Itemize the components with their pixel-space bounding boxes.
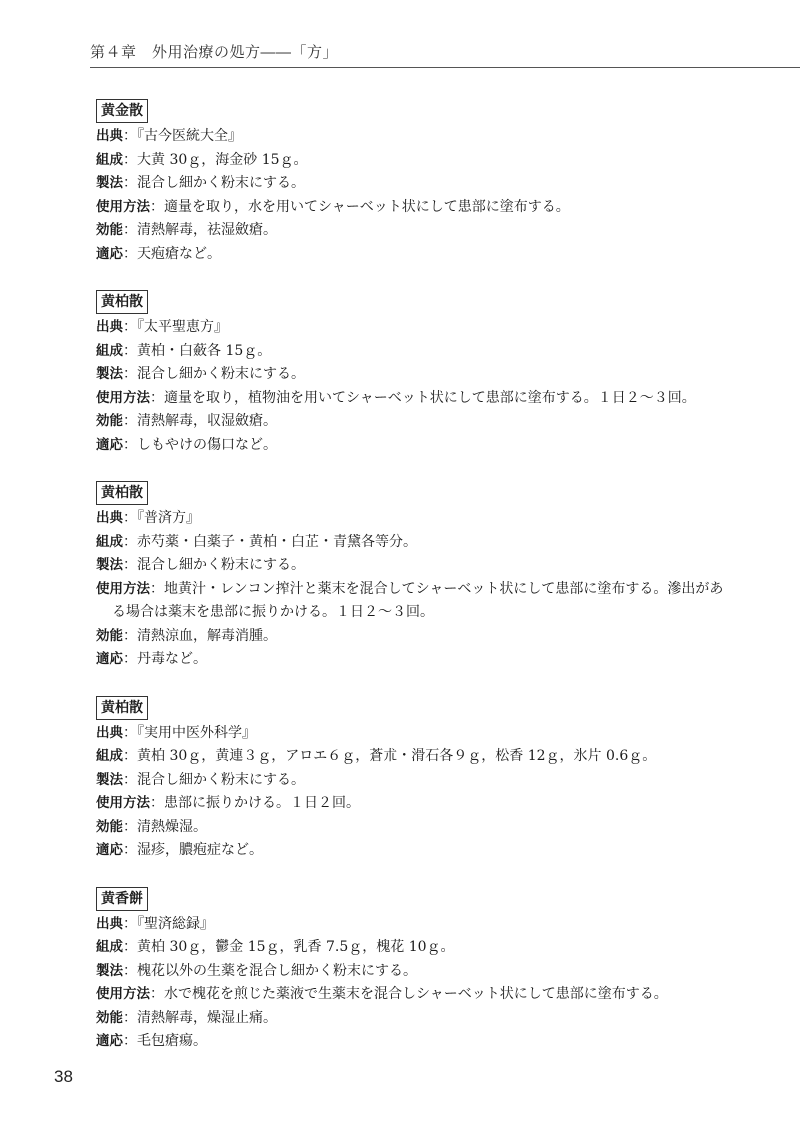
field-value: 『古今医統大全』 <box>137 128 242 144</box>
field-label: 出典 <box>96 510 123 526</box>
field-source: 出典：『普済方』 <box>96 510 200 526</box>
field-usage: 使用方法：患部に振りかける。１日２回。 <box>96 795 360 811</box>
field-usage: 使用方法：地黄汁・レンコン搾汁と薬末を混合してシャーベット状にして患部に塗布する。滲出がある場合は薬末を患部に振りかける。１日２～３回。 <box>96 580 724 620</box>
field-preparation: 製法：槐花以外の生薬を混合し細かく粉末にする。 <box>96 962 417 979</box>
prescription-entry <box>96 290 736 457</box>
field-composition: 組成：黄柏 30ｇ，黄連３ｇ，アロエ６ｇ，蒼朮・滑石各９ｇ，松香 12ｇ，氷片 0.6ｇ。 <box>96 748 657 764</box>
field-effect: 効能：清熱解毒，燥湿止痛。 <box>96 1009 277 1026</box>
field-indication: 適応：天疱瘡など。 <box>96 245 221 262</box>
running-header: 第４章 外用治療の処方――「方」 <box>90 43 339 61</box>
field-value: 混合し細かく粉末にする。 <box>137 366 305 382</box>
field-indication: 適応：丹毒など。 <box>96 651 207 667</box>
field-effect: 効能：清熱燥湿。 <box>96 818 207 835</box>
field-label: 出典 <box>96 128 123 144</box>
field-source: 出典：『太平聖恵方』 <box>96 319 228 335</box>
field-label: 出典 <box>96 319 123 335</box>
field-effect: 効能：清熱涼血，解毒消腫。 <box>96 627 277 644</box>
field-value: 黄柏 30ｇ，鬱金 15ｇ，乳香 7.5ｇ，槐花 10ｇ。 <box>137 939 455 955</box>
field-value: 『太平聖恵方』 <box>137 319 228 335</box>
prescription-entry <box>96 99 736 266</box>
field-label: 使用方法 <box>96 986 150 1002</box>
field-value: 清熱解毒，収湿斂瘡。 <box>137 413 277 429</box>
field-value: 適量を取り，植物油を用いてシャーベット状にして患部に塗布する。１日２～３回。 <box>164 389 696 406</box>
field-label: 製法 <box>96 771 123 788</box>
prescription-entry <box>96 887 736 1054</box>
field-value: 湿疹，膿疱症など。 <box>137 842 263 858</box>
field-value: 天疱瘡など。 <box>137 245 221 262</box>
field-value: 丹毒など。 <box>137 651 207 667</box>
field-label: 使用方法 <box>96 389 150 406</box>
field-label: 使用方法 <box>96 198 150 215</box>
field-preparation: 製法：混合し細かく粉末にする。 <box>96 366 305 382</box>
header-rule <box>90 67 800 68</box>
entry-title: 黄柏散 <box>96 481 148 505</box>
field-value: 『聖済総録』 <box>137 915 214 932</box>
field-label: 組成 <box>96 533 123 550</box>
field-label: 効能 <box>96 1009 123 1026</box>
field-label: 適応 <box>96 1033 123 1049</box>
field-effect: 効能：清熱解毒，祛湿斂瘡。 <box>96 222 277 238</box>
field-usage: 使用方法：水で槐花を煎じた薬液で生薬末を混合しシャーベット状にして患部に塗布する。 <box>96 986 668 1002</box>
field-label: 組成 <box>96 342 123 359</box>
entry-title: 黄香餅 <box>96 887 148 911</box>
field-value: 赤芍薬・白薬子・黄柏・白芷・青黛各等分。 <box>137 533 417 550</box>
prescription-entry <box>96 481 736 672</box>
field-value: 清熱燥湿。 <box>137 818 207 835</box>
page-number: 38 <box>54 1067 73 1086</box>
field-label: 製法 <box>96 366 123 382</box>
field-preparation: 製法：混合し細かく粉末にする。 <box>96 557 305 573</box>
field-label: 使用方法 <box>96 580 150 597</box>
field-composition: 組成：赤芍薬・白薬子・黄柏・白芷・青黛各等分。 <box>96 533 417 550</box>
field-value: 『普済方』 <box>137 510 200 526</box>
field-usage: 使用方法：適量を取り，水を用いてシャーベット状にして患部に塗布する。 <box>96 198 570 215</box>
field-value: 毛包瘡瘍。 <box>137 1033 207 1049</box>
field-indication: 適応：毛包瘡瘍。 <box>96 1033 207 1049</box>
field-preparation: 製法：混合し細かく粉末にする。 <box>96 771 305 788</box>
field-value: 地黄汁・レンコン搾汁と薬末を混合してシャーベット状にして患部に塗布する。滲出がある場合は薬末を患部に振りかける。１日２～３回。 <box>112 580 724 620</box>
field-value: 槐花以外の生薬を混合し細かく粉末にする。 <box>137 962 417 979</box>
prescription-entry <box>96 696 736 863</box>
field-label: 出典 <box>96 915 123 932</box>
field-label: 効能 <box>96 222 123 238</box>
field-source: 出典：『古今医統大全』 <box>96 128 242 144</box>
field-source: 出典：『聖済総録』 <box>96 915 214 932</box>
field-label: 効能 <box>96 627 123 644</box>
field-value: 清熱解毒，祛湿斂瘡。 <box>137 222 277 238</box>
entry-title: 黄金散 <box>96 99 148 123</box>
field-value: 清熱涼血，解毒消腫。 <box>137 627 277 644</box>
field-value: 混合し細かく粉末にする。 <box>137 557 305 573</box>
field-preparation: 製法：混合し細かく粉末にする。 <box>96 175 305 191</box>
field-label: 製法 <box>96 962 123 979</box>
field-value: 患部に振りかける。１日２回。 <box>164 795 360 811</box>
field-label: 適応 <box>96 651 123 667</box>
field-label: 効能 <box>96 818 123 835</box>
field-composition: 組成：黄柏・白蘞各 15ｇ。 <box>96 342 272 359</box>
field-value: 『実用中医外科学』 <box>137 724 256 741</box>
field-composition: 組成：大黄 30ｇ，海金砂 15ｇ。 <box>96 151 308 168</box>
field-source: 出典：『実用中医外科学』 <box>96 724 256 741</box>
field-value: 黄柏・白蘞各 15ｇ。 <box>137 342 272 359</box>
field-value: しもやけの傷口など。 <box>137 436 277 453</box>
field-label: 効能 <box>96 413 123 429</box>
field-label: 適応 <box>96 245 123 262</box>
prescription-list <box>96 99 736 1078</box>
entry-title: 黄柏散 <box>96 696 148 720</box>
field-label: 組成 <box>96 939 123 955</box>
field-composition: 組成：黄柏 30ｇ，鬱金 15ｇ，乳香 7.5ｇ，槐花 10ｇ。 <box>96 939 455 955</box>
field-value: 清熱解毒，燥湿止痛。 <box>137 1009 277 1026</box>
field-usage: 使用方法：適量を取り，植物油を用いてシャーベット状にして患部に塗布する。１日２～３回。 <box>96 389 696 406</box>
field-label: 組成 <box>96 151 123 168</box>
field-value: 混合し細かく粉末にする。 <box>137 175 305 191</box>
field-value: 混合し細かく粉末にする。 <box>137 771 305 788</box>
field-value: 適量を取り，水を用いてシャーベット状にして患部に塗布する。 <box>164 198 570 215</box>
field-indication: 適応：湿疹，膿疱症など。 <box>96 842 263 858</box>
field-indication: 適応：しもやけの傷口など。 <box>96 436 277 453</box>
entry-title: 黄柏散 <box>96 290 148 314</box>
field-value: 大黄 30ｇ，海金砂 15ｇ。 <box>137 151 308 168</box>
field-label: 製法 <box>96 175 123 191</box>
field-label: 適応 <box>96 436 123 453</box>
field-value: 黄柏 30ｇ，黄連３ｇ，アロエ６ｇ，蒼朮・滑石各９ｇ，松香 12ｇ，氷片 0.6ｇ。 <box>137 748 657 764</box>
field-effect: 効能：清熱解毒，収湿斂瘡。 <box>96 413 277 429</box>
field-label: 組成 <box>96 748 123 764</box>
field-label: 製法 <box>96 557 123 573</box>
field-value: 水で槐花を煎じた薬液で生薬末を混合しシャーベット状にして患部に塗布する。 <box>164 986 668 1002</box>
field-label: 適応 <box>96 842 123 858</box>
field-label: 出典 <box>96 724 123 741</box>
field-label: 使用方法 <box>96 795 150 811</box>
